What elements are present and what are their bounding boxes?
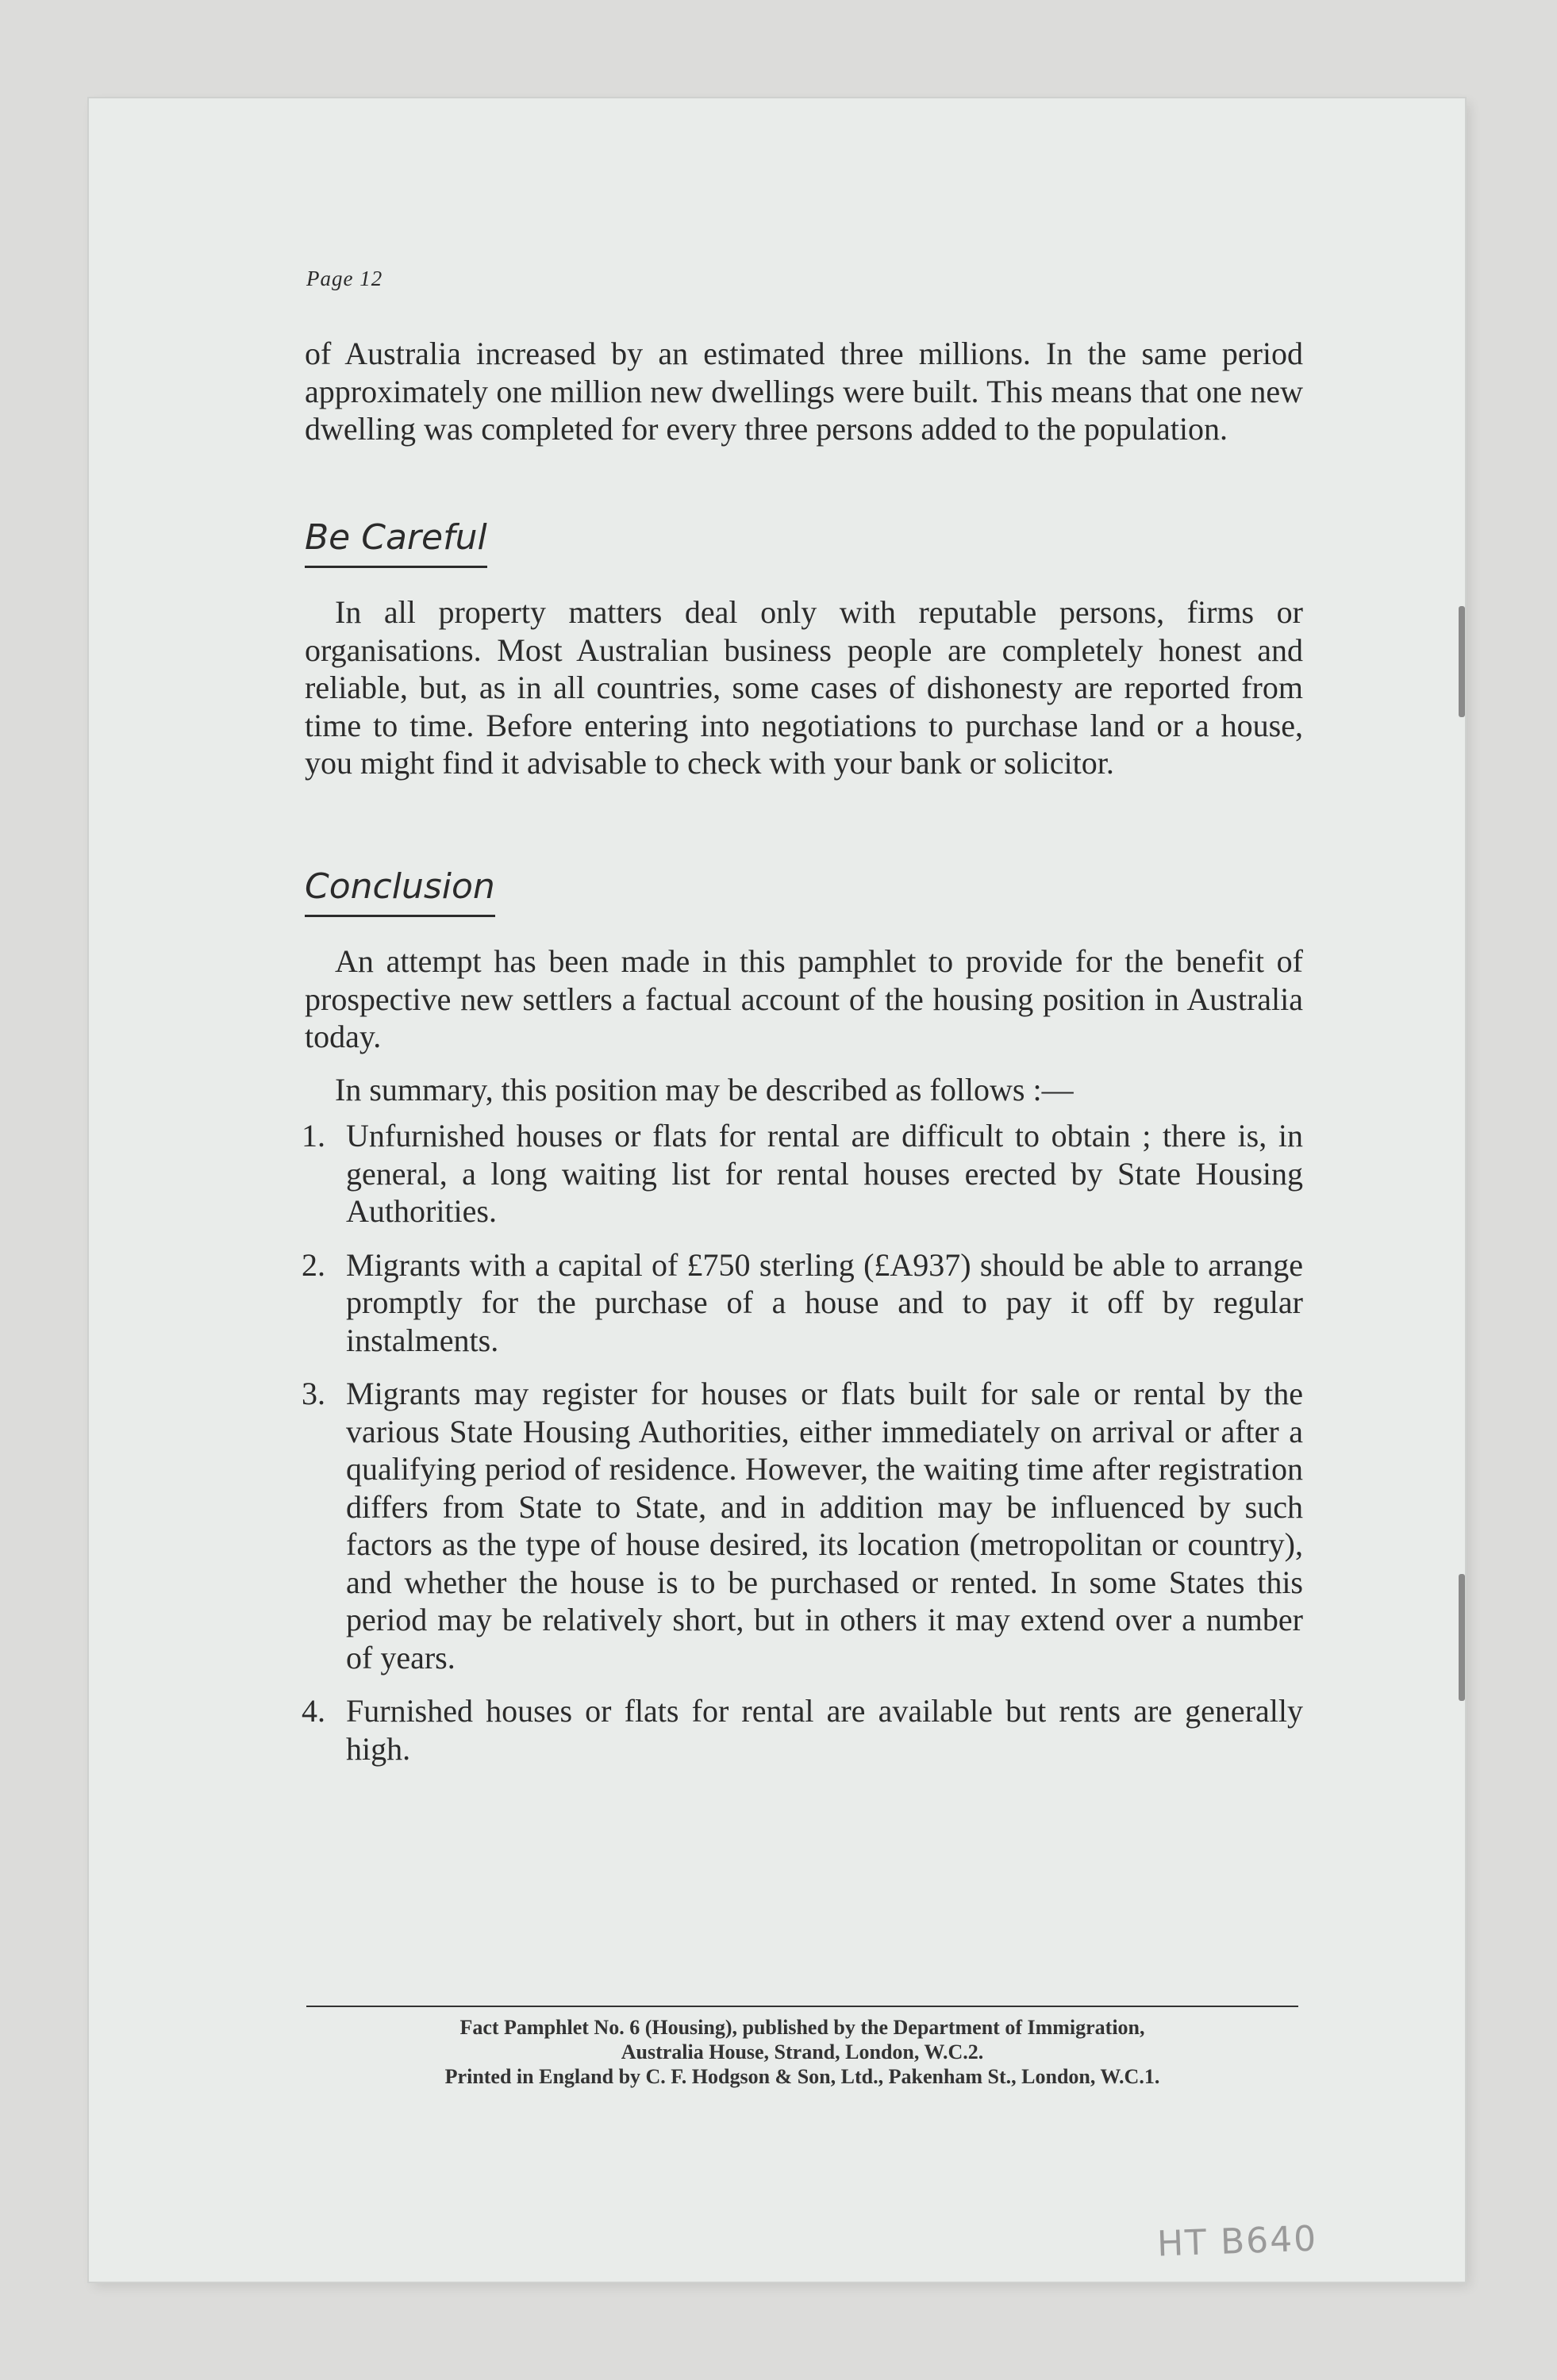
summary-intro: In summary, this position may be described as follows :— (335, 1072, 1074, 1107)
section-heading-conclusion: Conclusion (305, 866, 495, 917)
list-item-number: 1. (302, 1118, 325, 1154)
list-item-number: 2. (302, 1246, 325, 1283)
list-item (302, 1375, 1303, 1676)
publication-footer (306, 2015, 1298, 2089)
handwritten-catalogue-note: HT B640 (1156, 2218, 1318, 2265)
binding-staple-mark (1459, 1574, 1465, 1701)
footer-line-publisher: Fact Pamphlet No. 6 (Housing), published by the Department of Immigration, (459, 2016, 1145, 2039)
list-item-text: Migrants with a capital of £750 sterling (£A937) should be able to arrange promptly for the purchase of a house and to pay it off by regular instalments. (346, 1246, 1303, 1358)
conclusion-paragraph: An attempt has been made in this pamphlet to provide for the benefit of prospective new settlers a factual account of the housing position in Australia today. (305, 943, 1303, 1054)
footer-line-printer: Printed in England by C. F. Hodgson & Son, Ltd., Pakenham St., London, W.C.1. (444, 2065, 1160, 2088)
section-heading-be-careful: Be Careful (305, 517, 487, 568)
footer-divider (306, 2006, 1298, 2007)
list-item (302, 1246, 1303, 1360)
list-item-text: Unfurnished houses or flats for rental are difficult to obtain ; there is, in general, a long waiting list for rental houses erected by State Housing Authorities. (346, 1118, 1303, 1229)
list-item (302, 1692, 1303, 1768)
page-number: Page 12 (306, 267, 383, 290)
footer-line-address: Australia House, Strand, London, W.C.2. (621, 2040, 984, 2063)
list-item-number: 3. (302, 1376, 325, 1411)
list-item (302, 1117, 1303, 1230)
be-careful-paragraph: In all property matters deal only with reputable persons, firms or organisations. Most Australian business people are completely honest and reliable, but, as in all countries, some cases of dishonesty are reported from time to time. Before entering into negotiations to purchase land or a house, you might find it advisable to check with your bank or solicitor. (305, 594, 1303, 781)
summary-list (302, 1117, 1303, 1783)
binding-staple-mark (1459, 606, 1465, 717)
intro-paragraph: of Australia increased by an estimated three millions. In the same period approximately one million new dwellings were built. This means that one new dwelling was completed for every three persons added to the population. (305, 336, 1303, 447)
list-item-text: Migrants may register for houses or flats built for sale or rental by the various State Housing Authorities, either immediately on arrival or after a qualifying period of residence. However, the waiting time after registration differs from State to State, and in addition may be influenced by such factors as the type of house desired, its location (metropolitan or country), and whether the house is to be purchased or rented. In some States this period may be relatively short, but in others it may extend over a number of years. (346, 1376, 1303, 1676)
list-item-text: Furnished houses or flats for rental are available but rents are generally high. (346, 1693, 1303, 1767)
list-item-number: 4. (302, 1693, 325, 1729)
